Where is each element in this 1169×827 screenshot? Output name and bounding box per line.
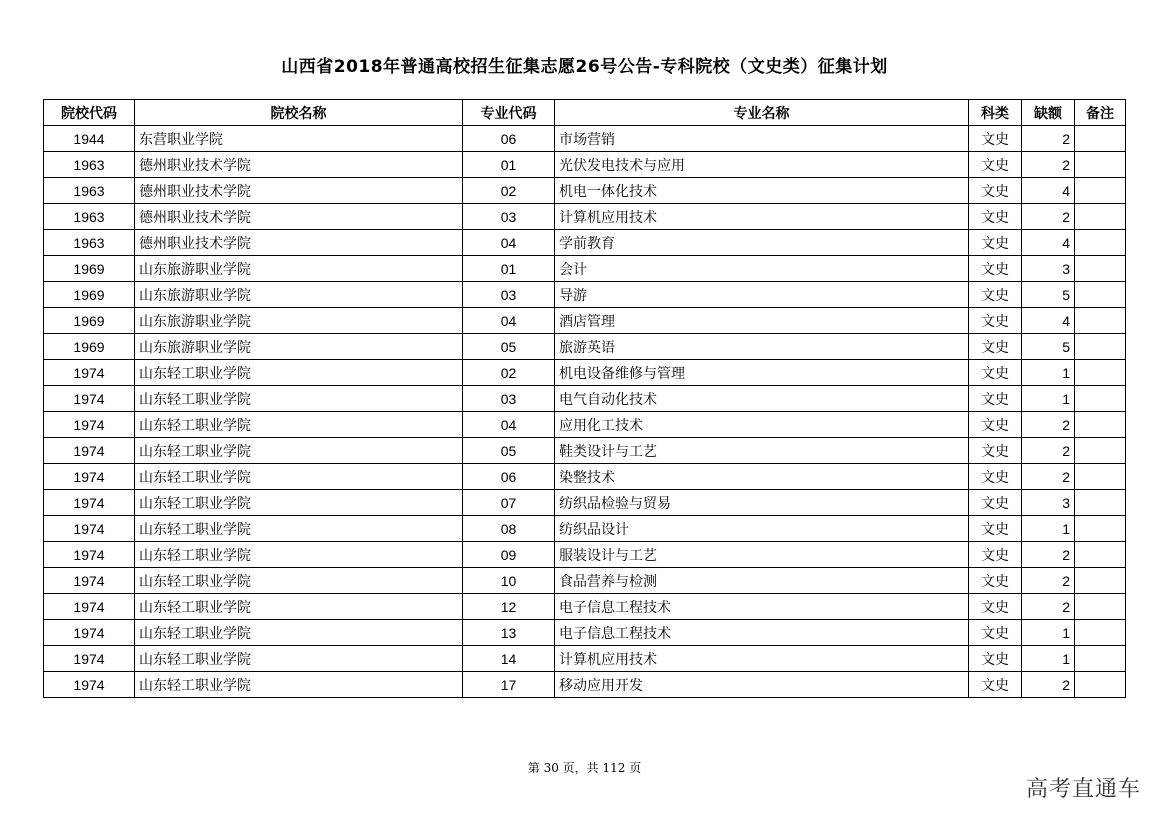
cell-major-name: 鞋类设计与工艺 [555,438,969,464]
cell-remark [1075,438,1126,464]
cell-remark [1075,412,1126,438]
cell-major-code: 02 [463,360,555,386]
table-row [44,516,1126,542]
cell-major-code: 04 [463,308,555,334]
cell-quota: 2 [1022,152,1075,178]
cell-major-name: 电气自动化技术 [555,386,969,412]
cell-quota: 2 [1022,594,1075,620]
cell-major-name: 旅游英语 [555,334,969,360]
cell-school-name: 山东轻工职业学院 [135,516,463,542]
cell-remark [1075,126,1126,152]
cell-remark [1075,620,1126,646]
cell-category: 文史 [969,152,1022,178]
cell-category: 文史 [969,412,1022,438]
cell-school-code: 1969 [44,308,135,334]
header-major-name: 专业名称 [555,100,969,126]
cell-major-name: 会计 [555,256,969,282]
cell-major-code: 05 [463,334,555,360]
watermark: 高考直通车 [1025,777,1141,802]
cell-major-code: 07 [463,490,555,516]
cell-major-code: 09 [463,542,555,568]
cell-major-name: 电子信息工程技术 [555,594,969,620]
cell-category: 文史 [969,490,1022,516]
cell-category: 文史 [969,594,1022,620]
cell-school-code: 1944 [44,126,135,152]
table-body [44,126,1126,698]
cell-major-name: 机电设备维修与管理 [555,360,969,386]
cell-category: 文史 [969,542,1022,568]
cell-school-code: 1974 [44,594,135,620]
cell-remark [1075,646,1126,672]
cell-quota: 2 [1022,568,1075,594]
table-header-row [44,100,1126,126]
cell-major-code: 17 [463,672,555,698]
cell-quota: 2 [1022,438,1075,464]
table-row [44,204,1126,230]
table-row [44,178,1126,204]
header-school-name: 院校名称 [135,100,463,126]
cell-school-code: 1963 [44,178,135,204]
cell-school-name: 山东轻工职业学院 [135,646,463,672]
enrollment-plan-table [43,99,1126,698]
cell-school-code: 1974 [44,542,135,568]
cell-school-code: 1974 [44,386,135,412]
table-row [44,672,1126,698]
cell-school-name: 山东轻工职业学院 [135,568,463,594]
cell-remark [1075,178,1126,204]
cell-major-code: 03 [463,204,555,230]
cell-quota: 1 [1022,360,1075,386]
table-row [44,126,1126,152]
cell-school-name: 山东轻工职业学院 [135,542,463,568]
cell-school-code: 1974 [44,464,135,490]
cell-quota: 1 [1022,620,1075,646]
cell-school-name: 山东轻工职业学院 [135,386,463,412]
cell-major-name: 市场营销 [555,126,969,152]
cell-quota: 3 [1022,256,1075,282]
cell-major-name: 纺织品设计 [555,516,969,542]
cell-school-code: 1963 [44,204,135,230]
cell-school-code: 1974 [44,360,135,386]
cell-school-name: 东营职业学院 [135,126,463,152]
cell-major-code: 03 [463,282,555,308]
page-footer: 第 30 页，共 112 页 [527,761,642,775]
table-row [44,594,1126,620]
cell-major-code: 04 [463,230,555,256]
cell-quota: 2 [1022,464,1075,490]
cell-school-name: 山东旅游职业学院 [135,308,463,334]
cell-category: 文史 [969,360,1022,386]
cell-major-code: 04 [463,412,555,438]
cell-school-name: 德州职业技术学院 [135,152,463,178]
cell-major-name: 应用化工技术 [555,412,969,438]
cell-category: 文史 [969,438,1022,464]
cell-remark [1075,256,1126,282]
cell-remark [1075,568,1126,594]
cell-category: 文史 [969,672,1022,698]
cell-major-code: 01 [463,256,555,282]
cell-category: 文史 [969,620,1022,646]
cell-major-name: 机电一体化技术 [555,178,969,204]
cell-school-code: 1969 [44,282,135,308]
table-row [44,412,1126,438]
cell-remark [1075,386,1126,412]
header-school-code: 院校代码 [44,100,135,126]
cell-school-name: 山东轻工职业学院 [135,490,463,516]
cell-category: 文史 [969,126,1022,152]
cell-category: 文史 [969,516,1022,542]
cell-category: 文史 [969,646,1022,672]
cell-quota: 1 [1022,386,1075,412]
cell-remark [1075,594,1126,620]
cell-category: 文史 [969,256,1022,282]
cell-quota: 4 [1022,308,1075,334]
cell-school-name: 山东旅游职业学院 [135,334,463,360]
table-row [44,568,1126,594]
cell-school-name: 山东旅游职业学院 [135,282,463,308]
cell-school-code: 1974 [44,412,135,438]
cell-remark [1075,334,1126,360]
cell-major-name: 移动应用开发 [555,672,969,698]
table-row [44,386,1126,412]
cell-quota: 4 [1022,230,1075,256]
cell-major-name: 学前教育 [555,230,969,256]
header-remark: 备注 [1075,100,1126,126]
cell-quota: 5 [1022,334,1075,360]
cell-major-code: 12 [463,594,555,620]
cell-major-code: 13 [463,620,555,646]
cell-school-code: 1969 [44,256,135,282]
cell-major-name: 食品营养与检测 [555,568,969,594]
cell-school-name: 山东轻工职业学院 [135,620,463,646]
cell-school-code: 1974 [44,490,135,516]
cell-quota: 2 [1022,126,1075,152]
table-row [44,308,1126,334]
cell-school-name: 德州职业技术学院 [135,204,463,230]
cell-quota: 4 [1022,178,1075,204]
cell-category: 文史 [969,308,1022,334]
cell-remark [1075,204,1126,230]
cell-category: 文史 [969,178,1022,204]
table-row [44,490,1126,516]
cell-major-code: 06 [463,464,555,490]
cell-school-name: 山东旅游职业学院 [135,256,463,282]
cell-school-code: 1963 [44,152,135,178]
cell-remark [1075,308,1126,334]
cell-category: 文史 [969,230,1022,256]
cell-major-code: 05 [463,438,555,464]
header-major-code: 专业代码 [463,100,555,126]
table-row [44,282,1126,308]
table-row [44,646,1126,672]
cell-school-name: 德州职业技术学院 [135,178,463,204]
cell-remark [1075,360,1126,386]
cell-school-code: 1974 [44,516,135,542]
cell-quota: 2 [1022,204,1075,230]
cell-quota: 1 [1022,646,1075,672]
cell-remark [1075,672,1126,698]
cell-major-name: 计算机应用技术 [555,646,969,672]
table-row [44,438,1126,464]
cell-school-name: 山东轻工职业学院 [135,672,463,698]
cell-remark [1075,464,1126,490]
header-quota: 缺额 [1022,100,1075,126]
cell-major-name: 服装设计与工艺 [555,542,969,568]
cell-major-name: 纺织品检验与贸易 [555,490,969,516]
page-title: 山西省2018年普通高校招生征集志愿26号公告-专科院校（文史类）征集计划 [281,57,888,77]
cell-remark [1075,282,1126,308]
table-row [44,334,1126,360]
cell-school-name: 德州职业技术学院 [135,230,463,256]
cell-school-code: 1974 [44,620,135,646]
table-row [44,230,1126,256]
table-row [44,256,1126,282]
cell-quota: 2 [1022,542,1075,568]
header-category: 科类 [969,100,1022,126]
cell-category: 文史 [969,282,1022,308]
cell-school-code: 1974 [44,672,135,698]
cell-category: 文史 [969,334,1022,360]
cell-school-code: 1974 [44,568,135,594]
cell-major-code: 06 [463,126,555,152]
cell-major-code: 03 [463,386,555,412]
cell-major-code: 02 [463,178,555,204]
cell-quota: 5 [1022,282,1075,308]
cell-major-code: 01 [463,152,555,178]
cell-school-name: 山东轻工职业学院 [135,412,463,438]
cell-major-name: 酒店管理 [555,308,969,334]
cell-school-name: 山东轻工职业学院 [135,464,463,490]
cell-major-name: 电子信息工程技术 [555,620,969,646]
table-row [44,542,1126,568]
cell-major-code: 08 [463,516,555,542]
cell-remark [1075,152,1126,178]
cell-category: 文史 [969,568,1022,594]
cell-remark [1075,230,1126,256]
table-row [44,152,1126,178]
cell-school-name: 山东轻工职业学院 [135,360,463,386]
cell-major-code: 14 [463,646,555,672]
table-row [44,620,1126,646]
cell-school-code: 1969 [44,334,135,360]
cell-quota: 2 [1022,672,1075,698]
cell-remark [1075,516,1126,542]
cell-major-name: 光伏发电技术与应用 [555,152,969,178]
cell-major-code: 10 [463,568,555,594]
cell-remark [1075,490,1126,516]
cell-quota: 1 [1022,516,1075,542]
cell-quota: 3 [1022,490,1075,516]
cell-quota: 2 [1022,412,1075,438]
cell-remark [1075,542,1126,568]
cell-major-name: 染整技术 [555,464,969,490]
cell-school-code: 1963 [44,230,135,256]
table-row [44,360,1126,386]
cell-category: 文史 [969,204,1022,230]
cell-school-name: 山东轻工职业学院 [135,438,463,464]
table-row [44,464,1126,490]
cell-school-code: 1974 [44,438,135,464]
cell-category: 文史 [969,386,1022,412]
cell-major-name: 导游 [555,282,969,308]
cell-major-name: 计算机应用技术 [555,204,969,230]
cell-school-name: 山东轻工职业学院 [135,594,463,620]
cell-category: 文史 [969,464,1022,490]
cell-school-code: 1974 [44,646,135,672]
